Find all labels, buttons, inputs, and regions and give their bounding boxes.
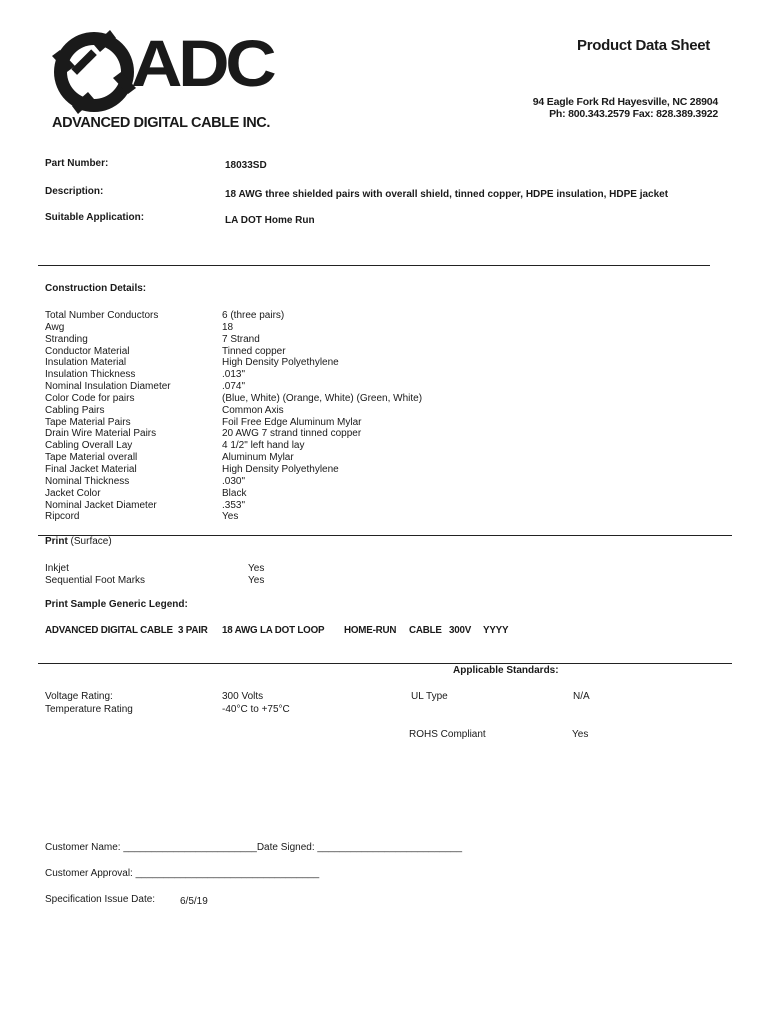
- construction-value: High Density Polyethylene: [222, 357, 339, 369]
- description-label: Description:: [45, 186, 104, 197]
- print-footmarks-value: Yes: [248, 575, 265, 586]
- print-inkjet-label: Inkjet: [45, 563, 69, 574]
- construction-value: 6 (three pairs): [222, 310, 285, 321]
- construction-value: 4 1/2" left hand lay: [222, 440, 305, 452]
- company-address: 94 Eagle Fork Rd Hayesville, NC 28904: [532, 96, 718, 108]
- construction-value: .030": [222, 475, 246, 487]
- legend-part: 300V: [449, 625, 472, 636]
- construction-value: .353": [222, 499, 246, 511]
- legend-part: YYYY: [483, 625, 509, 636]
- construction-label: Jacket Color: [45, 487, 101, 499]
- construction-value: .074": [222, 381, 246, 393]
- divider: [38, 265, 710, 266]
- part-number-value: 18033SD: [225, 160, 267, 171]
- construction-label: Final Jacket Material: [45, 463, 137, 475]
- customer-approval-field: Customer Approval: _________________________________: [45, 868, 320, 879]
- construction-value: 20 AWG 7 strand tinned copper: [222, 428, 362, 440]
- part-number-label: Part Number:: [45, 158, 109, 169]
- print-legend: [45, 625, 508, 636]
- construction-value: Foil Free Edge Aluminum Mylar: [222, 416, 362, 428]
- description-value: 18 AWG three shielded pairs with overall shield, tinned copper, HDPE insulation, HDPE jacket: [225, 189, 669, 200]
- construction-label: Drain Wire Material Pairs: [45, 428, 157, 440]
- construction-label: Total Number Conductors: [45, 310, 159, 321]
- legend-heading: Print Sample Generic Legend:: [45, 599, 188, 610]
- construction-label: Cabling Pairs: [45, 404, 105, 416]
- construction-value: Aluminum Mylar: [222, 452, 294, 464]
- construction-label: Nominal Insulation Diameter: [45, 381, 171, 393]
- company-phone-fax: Ph: 800.343.2579 Fax: 828.389.3922: [549, 108, 718, 120]
- print-inkjet-value: Yes: [248, 563, 265, 574]
- legend-part: 3 PAIR: [178, 625, 208, 636]
- construction-label: Stranding: [45, 333, 88, 345]
- construction-label: Insulation Material: [45, 357, 127, 369]
- print-footmarks-label: Sequential Foot Marks: [45, 575, 146, 586]
- construction-label: Cabling Overall Lay: [45, 440, 133, 452]
- construction-label: Tape Material overall: [45, 452, 138, 464]
- voltage-value: 300 Volts: [222, 691, 264, 702]
- application-label: Suitable Application:: [45, 212, 145, 223]
- construction-value: (Blue, White) (Orange, White) (Green, White): [222, 392, 423, 404]
- construction-value: High Density Polyethylene: [222, 463, 339, 475]
- construction-label: Conductor Material: [45, 345, 130, 357]
- print-heading-rest: (Surface): [67, 536, 112, 547]
- legend-part: CABLE: [409, 625, 442, 636]
- temperature-label: Temperature Rating: [45, 704, 133, 715]
- legend-part: 18 AWG LA DOT LOOP: [222, 625, 325, 636]
- construction-label: Insulation Thickness: [45, 369, 136, 381]
- construction-label: Tape Material Pairs: [45, 416, 131, 428]
- construction-value: Yes: [222, 511, 239, 523]
- construction-heading: Construction Details:: [45, 283, 147, 294]
- issue-date-value: 6/5/19: [180, 896, 208, 907]
- legend-part: ADVANCED DIGITAL CABLE: [45, 625, 173, 636]
- ul-type-value: N/A: [573, 691, 590, 702]
- construction-value: .013": [222, 369, 246, 381]
- print-heading-bold: Print: [45, 536, 68, 547]
- voltage-label: Voltage Rating:: [45, 691, 113, 702]
- ul-type-label: UL Type: [411, 691, 448, 702]
- construction-value: Common Axis: [222, 404, 284, 416]
- construction-label: Color Code for pairs: [45, 392, 135, 404]
- company-name: ADVANCED DIGITAL CABLE INC.: [52, 115, 270, 131]
- rohs-value: Yes: [572, 729, 589, 740]
- construction-label: Nominal Jacket Diameter: [45, 499, 157, 511]
- construction-value: Tinned copper: [222, 345, 286, 357]
- construction-labels: [45, 310, 171, 523]
- construction-label: Nominal Thickness: [45, 475, 130, 487]
- sheet-title: Product Data Sheet: [577, 37, 710, 54]
- issue-date-label: Specification Issue Date:: [45, 894, 156, 905]
- divider: [38, 535, 732, 536]
- construction-value: 18: [222, 321, 234, 333]
- divider: [38, 663, 732, 664]
- temperature-value: -40°C to +75°C: [222, 704, 290, 715]
- customer-name-field: Customer Name: ________________________Date Signed: __________________________: [45, 842, 463, 853]
- construction-value: Black: [222, 487, 247, 499]
- logo-wordmark: ADC: [131, 26, 273, 100]
- application-value: LA DOT Home Run: [225, 215, 315, 226]
- standards-heading: Applicable Standards:: [453, 665, 559, 676]
- print-heading: [45, 536, 112, 547]
- construction-value: 7 Strand: [222, 333, 260, 345]
- legend-part: HOME-RUN: [344, 625, 397, 636]
- construction-values: [222, 310, 422, 523]
- rohs-label: ROHS Compliant: [409, 729, 486, 740]
- construction-label: Awg: [45, 321, 65, 333]
- construction-label: Ripcord: [45, 511, 80, 523]
